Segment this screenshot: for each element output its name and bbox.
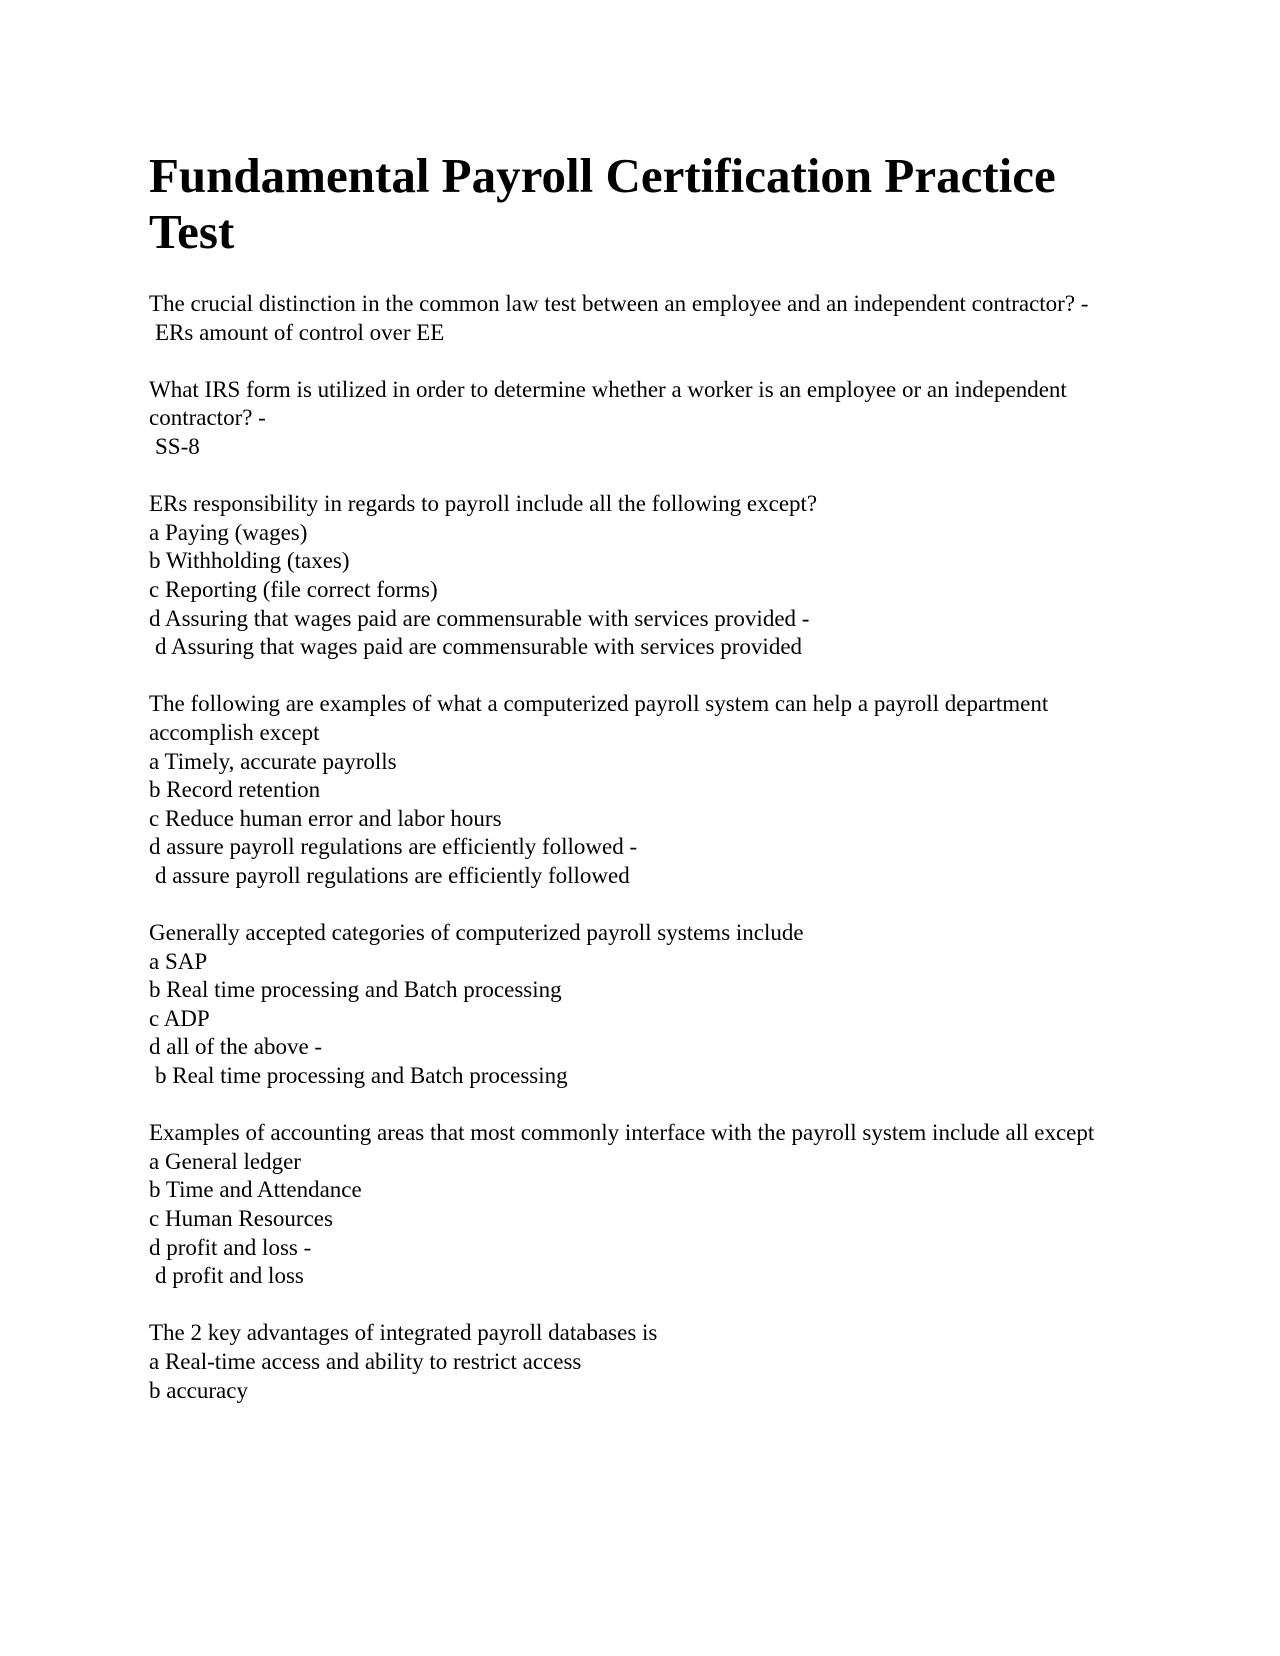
question-text: Examples of accounting areas that most commonly interface with the payroll system include all except: [149, 1120, 1095, 1146]
question-text: The 2 key advantages of integrated payroll databases is: [149, 1320, 658, 1346]
question-block: [149, 490, 1139, 662]
option-b: b Record retention: [149, 777, 321, 803]
option-d: d Assuring that wages paid are commensurable with services provided -: [149, 605, 810, 631]
option-a: a Paying (wages): [149, 519, 308, 545]
option-d: d all of the above -: [149, 1034, 323, 1060]
question-block: [149, 290, 1139, 347]
question-block: [149, 1319, 1139, 1405]
answer-text: SS-8: [155, 433, 200, 459]
option-b: b Withholding (taxes): [149, 548, 350, 574]
option-d: d assure payroll regulations are efficiently followed -: [149, 834, 638, 860]
option-c: c Reduce human error and labor hours: [149, 805, 502, 831]
option-d: d profit and loss -: [149, 1234, 312, 1260]
question-block: [149, 690, 1139, 890]
answer-text: d profit and loss: [155, 1263, 304, 1289]
option-c: c Reporting (file correct forms): [149, 576, 438, 602]
answer-text: d Assuring that wages paid are commensurable with services provided: [155, 634, 803, 660]
question-text: ERs responsibility in regards to payroll include all the following except?: [149, 491, 818, 517]
option-b: b Real time processing and Batch processing: [149, 977, 562, 1003]
question-block: [149, 376, 1139, 462]
option-a: a Timely, accurate payrolls: [149, 748, 397, 774]
option-c: c ADP: [149, 1005, 210, 1031]
option-b: b accuracy: [149, 1377, 248, 1403]
question-text: What IRS form is utilized in order to determine whether a worker is an employee or an independent contractor? -: [149, 376, 1073, 431]
answer-text: b Real time processing and Batch processing: [155, 1063, 568, 1089]
answer-text: ERs amount of control over EE: [155, 319, 445, 345]
document-page: [149, 148, 1139, 1434]
question-block: [149, 919, 1139, 1091]
question-text: The crucial distinction in the common law test between an employee and an independent contractor? -: [149, 291, 1089, 316]
option-a: a Real-time access and ability to restrict access: [149, 1348, 582, 1374]
option-a: a SAP: [149, 948, 208, 974]
question-text: The following are examples of what a computerized payroll system can help a payroll department accomplish except: [149, 691, 1054, 745]
option-b: b Time and Attendance: [149, 1177, 362, 1203]
page-title: Fundamental Payroll Certification Practice Test: [149, 148, 1056, 259]
answer-text: d assure payroll regulations are efficiently followed: [155, 862, 630, 888]
option-c: c Human Resources: [149, 1206, 333, 1231]
question-text: Generally accepted categories of computerized payroll systems include: [149, 920, 804, 946]
question-block: [149, 1119, 1139, 1291]
option-a: a General ledger: [149, 1148, 301, 1174]
